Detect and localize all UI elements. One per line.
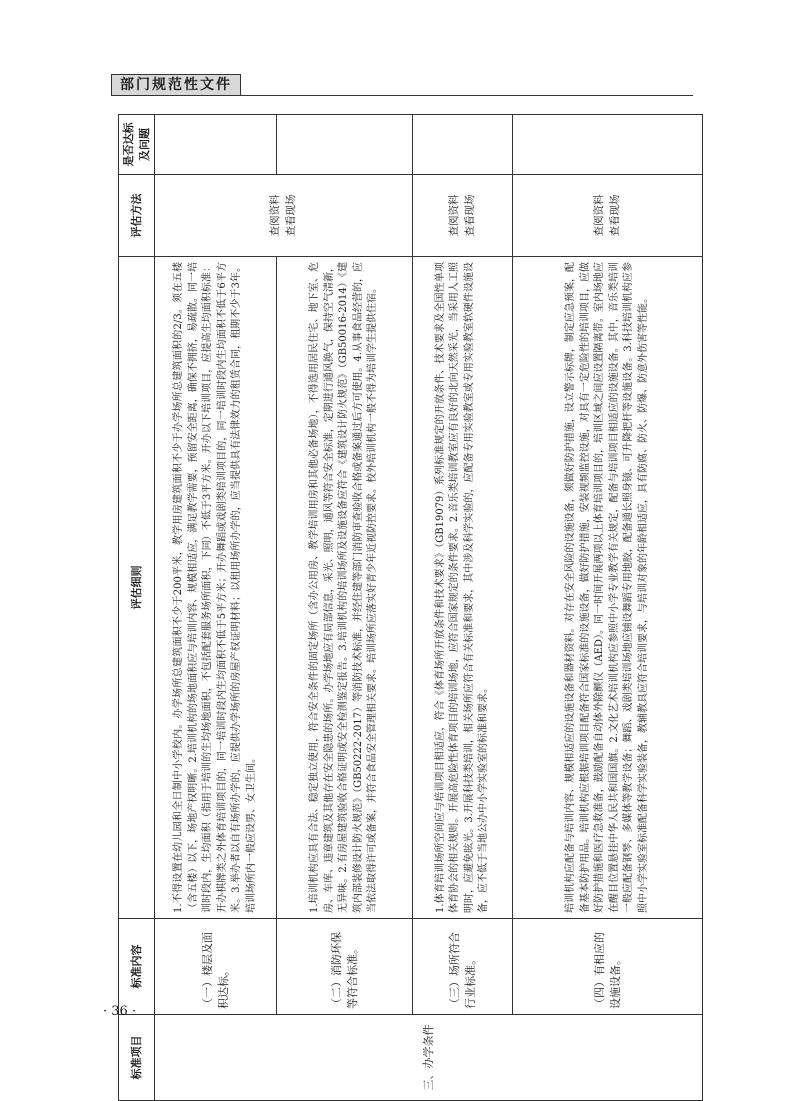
page-number: · 36 · <box>103 1004 137 1019</box>
header-criteria: 评估细则 <box>119 257 155 919</box>
page-header <box>111 74 693 96</box>
evaluation-table <box>118 114 703 1101</box>
row-content: （三）场所符合行业标准。 <box>413 919 513 1015</box>
row-criteria: 培训机构应配备与培训内容、规模相适应的设施设备和器材资料。对存在安全风险的设施设备，须做好防护措施，设立警示标牌，制定应急预案，配备基本防护用品。培训机构应根据培训项目配备符合国家标准的设施设备，做好防护措施，安装视频监控设施，对具有一定危险性的培训项目，应做好防护措施和医疗急救准备，鼓励配备自动体外除颤仪（AED）。同一时间开展两项以上体育培训项目的，培训区域之间应设置隔离带。室内场地应在醒目位置悬挂中华人民共和国国旗。2.文化艺术培训机构应参照中小学专业教学有关规定，配备与培训项目相适应的设施设备。其中，音乐类培训一般应配备钢琴、多媒体等教学设备；舞蹈、戏剧类培训场地应铺设舞蹈专用地胶，配备通长照身镜、可升降把杆等设施设备。3.科技培训机构应参照中小学实验室标准配备科学实验装备，教辅教具应符合培训要求，与培训对象的年龄相适应，具有防腐、防火、防爆、防意外伤害等性能。 <box>513 257 703 919</box>
table-row <box>513 115 703 1101</box>
row-content: （二）消防环保等符合标准。 <box>277 919 413 1015</box>
row-content: （一）楼层及面积达标。 <box>155 919 277 1015</box>
row-criteria: 1.培训机构应具有合法、稳定独立使用，符合安全条件的固定场所（含办公用房、教学培训用房和其他必备场地），不得选用居民住宅、地下室、危房、车库、违章建筑及其他存在安全隐患的场所。办学场地应有局部信息，采光、照明，通风等符合安全标准，定期进行通风换气，保持空气清新，无异味。2.有房屋建筑验收合格证明或安全检测鉴定报告。3.培训机构的培训场所及设施设备应符合《建筑设计防火规范》（GB50016-2014）《建筑内部装修设计防火规范》（GB50222-2017）等消防技术标准，并经住建等部门消防审查验收合格或备案通过后方可使用。4.从事食品经营的，应当依法取得许可或备案，并符合食品安全管理相关要求。培训场所应落实好青少年近视防控要求。校外培训机构一般不得为培训学生提供住宿。 <box>277 257 413 919</box>
section-label: 部门规范性文件 <box>111 74 241 96</box>
row-result <box>413 115 513 175</box>
header-result: 是否达标及问题 <box>119 115 155 175</box>
row-criteria: 1.不得设置在幼儿园和全日制中小学校内。办学场所总建筑面积不少于200平米，教学用房建筑面积不少于办学场所总建筑面积的2/3。须在五楼（含五楼）以下，场地产权明晰。2.培训机构的场地面积应与培训内容、规模相适应，满足教学需要，预留安全距离，确保不拥挤，易疏散。同一培训时段内，生均面积（指用于培训的生均场地面积，不包括配套服务场所面积，下同）不低于3平方米。开办以下培训项目，应提高生均面积标准：开办棋牌类之外体育培训项目的，同一培训时段内生均面积不低于5平方米；开办舞蹈或戏剧类培训项目的，同一培训时段内生均面积不低于6平方米。3.举办者以自有场所办学的，应提供办学场所的房屋产权证明材料；以租用场所办学的，应当提供具有法律效力的租赁合同，租期不少于3年。培训场所内一般应设男、女卫生间。 <box>155 257 277 919</box>
row-criteria: 1.体育培训场所空间应与培训项目相适应，符合《体育场所开放条件和技术要求》（GB19079）系列标准规定的开放条件、技术要求及全国性单项体育协会的相关规则。开展高危险性体育项目的培训场地，应符合国家规定的条件要求。2.音乐类培训教室应有良好的北向天然采光，当采用人工照明时，应避免眩光。3.开展科技类培训，相关场所应符合有关标准和要求，其中涉及科学实验的，应配备专用实验教室或专用实验教室软硬件设施设备，应不低于当地公办中小学实验室的标准和要求。 <box>413 257 513 919</box>
header-method: 评估方法 <box>119 175 155 257</box>
header-project: 标准项目 <box>119 1015 155 1101</box>
row-method: 查阅资料 查看现场 <box>513 175 703 257</box>
table-row <box>413 115 513 1101</box>
table-row <box>277 115 413 1101</box>
evaluation-table-frame <box>118 115 688 1101</box>
table-row <box>155 115 277 1101</box>
row-method: 查阅资料 查看现场 <box>413 175 513 257</box>
row-result <box>277 115 413 175</box>
category-cell: 三、办学条件 <box>155 1015 703 1101</box>
header-divider <box>111 95 693 96</box>
row-result <box>155 115 277 175</box>
table-header-row <box>119 115 155 1101</box>
header-content: 标准内容 <box>119 919 155 1015</box>
row-content: （四）有相应的设施设备。 <box>513 919 703 1015</box>
rotated-table <box>118 115 688 1101</box>
row-result <box>513 115 703 175</box>
row-method: 查阅资料 查看现场 <box>155 175 413 257</box>
